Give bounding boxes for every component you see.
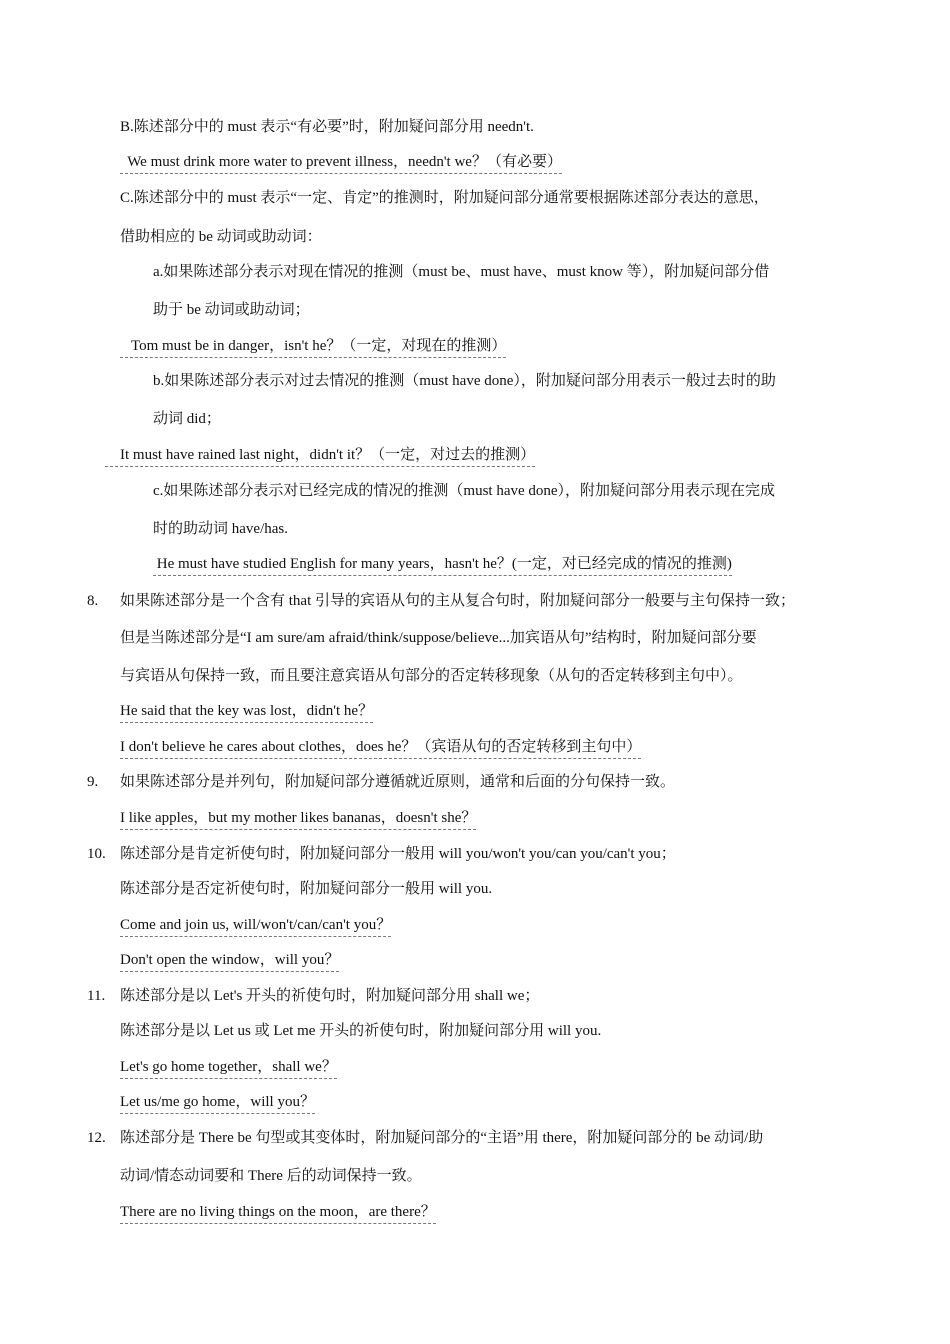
text-line: C.陈述部分中的 must 表示“一定、肯定”的推测时，附加疑问部分通常要根据陈述部分表达的意思， (120, 190, 769, 206)
text-line: 助于 be 动词或助动词； (153, 302, 310, 318)
example-sentence: It must have rained last night，didn't it？（一定，对过去的推测） (105, 445, 535, 467)
text-line: 借助相应的 be 动词或助动词： (120, 229, 322, 245)
text-line: c.如果陈述部分表示对已经完成的情况的推测（must have done），附加疑问部分用表示现在完成 (153, 483, 776, 499)
text-line: 陈述部分是 There be 句型或其变体时，附加疑问部分的“主语”用 there，附加疑问部分的 be 动词/助 (120, 1130, 764, 1146)
example-sentence: I don't believe he cares about clothes，does he？（宾语从句的否定转移到主句中） (120, 737, 641, 759)
text-line: 时的助动词 have/has. (153, 521, 288, 537)
example-sentence: There are no living things on the moon，are there？ (120, 1202, 436, 1224)
text-line: 与宾语从句保持一致，而且要注意宾语从句部分的否定转移现象（从句的否定转移到主句中）。 (120, 668, 743, 684)
text-line: 动词 did； (153, 411, 221, 427)
item-number: 11. (87, 988, 106, 1004)
example-sentence: Don't open the window，will you？ (120, 950, 339, 972)
text-line: 陈述部分是以 Let us 或 Let me 开头的祈使句时，附加疑问部分用 will you. (120, 1023, 602, 1039)
example-sentence: Come and join us, will/won't/can/can't you？ (120, 915, 391, 937)
text-line: 动词/情态动词要和 There 后的动词保持一致。 (120, 1168, 422, 1184)
text-line: 但是当陈述部分是“I am sure/am afraid/think/suppose/believe...加宾语从句”结构时，附加疑问部分要 (120, 630, 757, 646)
text-line: b.如果陈述部分表示对过去情况的推测（must have done），附加疑问部分用表示一般过去时的助 (153, 373, 776, 389)
example-sentence: He must have studied English for many years，hasn't he？(一定，对已经完成的情况的推测) (153, 554, 732, 576)
example-sentence: Let us/me go home，will you？ (120, 1092, 315, 1114)
text-line: 如果陈述部分是并列句，附加疑问部分遵循就近原则，通常和后面的分句保持一致。 (120, 774, 676, 790)
text-line: 如果陈述部分是一个含有 that 引导的宾语从句的主从复合句时，附加疑问部分一般要与主句保持一致； (120, 593, 795, 609)
example-sentence: We must drink more water to prevent illness，needn't we？（有必要） (120, 152, 562, 174)
text-line: 陈述部分是否定祈使句时，附加疑问部分一般用 will you. (120, 881, 493, 897)
text-line: 陈述部分是以 Let's 开头的祈使句时，附加疑问部分用 shall we； (120, 988, 540, 1004)
text-line: 陈述部分是肯定祈使句时，附加疑问部分一般用 will you/won't you/can you/can't you； (120, 846, 676, 862)
item-number: 9. (87, 774, 99, 790)
item-number: 12. (87, 1130, 106, 1146)
example-sentence: Tom must be in danger，isn't he？（一定，对现在的推测） (120, 336, 506, 358)
example-sentence: I like apples，but my mother likes bananas，doesn't she？ (120, 808, 476, 830)
text-line: a.如果陈述部分表示对现在情况的推测（must be、must have、must know 等），附加疑问部分借 (153, 264, 770, 280)
item-number: 8. (87, 593, 99, 609)
item-number: 10. (87, 846, 106, 862)
example-sentence: He said that the key was lost，didn't he？ (120, 701, 373, 723)
text-line: B.陈述部分中的 must 表示“有必要”时，附加疑问部分用 needn't. (120, 119, 534, 135)
example-sentence: Let's go home together，shall we？ (120, 1057, 337, 1079)
